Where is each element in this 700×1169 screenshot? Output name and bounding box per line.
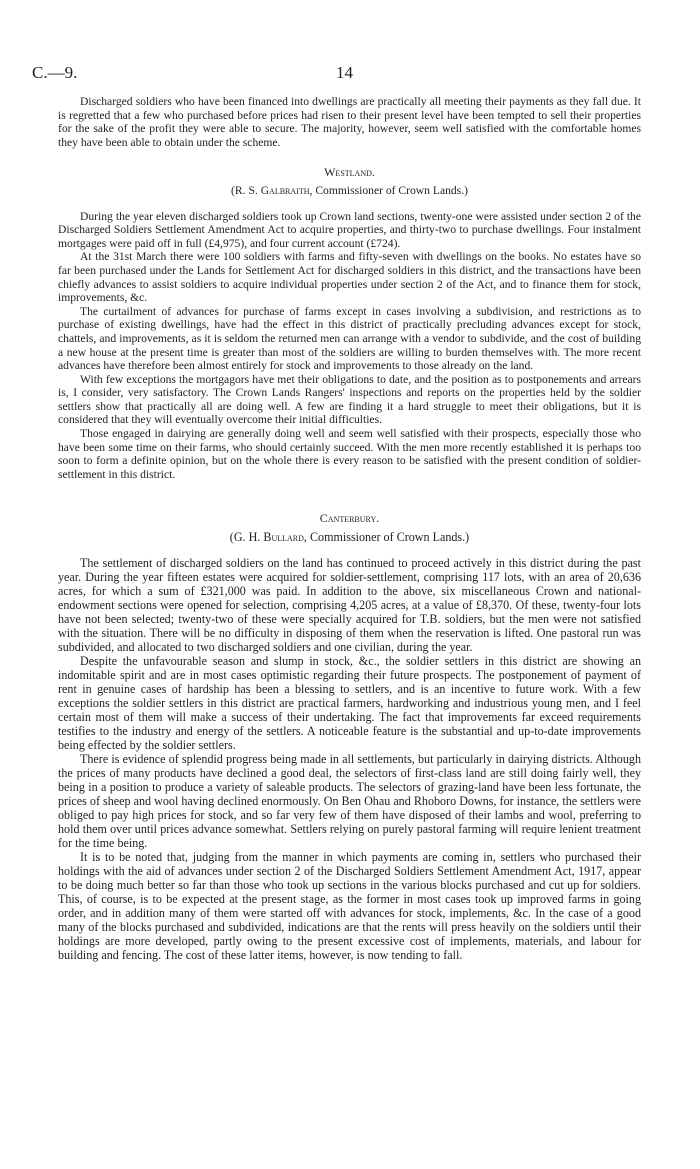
canterbury-paragraph: There is evidence of splendid progress being made in all settlements, but particularly in dairying districts. Although the prices of many products have declined a good deal, the selectors of first-class land are still doing fairly well, they being in a position to produce a variety of saleable products. The selectors of grazing-land have been less fortunate, the prices of sheep and wool having declined enormously. On Ben Ohau and Rhoboro Downs, for instance, the settlers were obliged to pay high prices for stock, and so far very few of them have disposed of their lambs and wool, preferring to hold them over until prices advance somewhat. Settlers relying on purely pastoral farming will require lenient treatment for the time being.: [58, 752, 641, 851]
canterbury-paragraph: Despite the unfavourable season and slump in stock, &c., the soldier settlers in this district are showing an indomitable spirit and are in most cases optimistic regarding their future prospects. The postponement of payment of rent in genuine cases of hardship has been a blessing to settlers, and is an incentive to future work. With a few exceptions the soldier settlers in this district are practical farmers, hardworking and industrious young men, and I feel certain most of them will make a success of their undertaking. The fact that improvements far exceed requirements testifies to the industry and energy of the settlers. A noticeable feature is the substantial and up-to-date improvements being effected by the soldier settlers.: [58, 654, 641, 753]
canterbury-officer-open: (G. H.: [229, 530, 264, 545]
document-reference: C.—9.: [32, 63, 78, 82]
westland-officer-name: Galbraith: [260, 183, 310, 197]
canterbury-officer-close: , Commissioner of Crown Lands.): [303, 530, 470, 545]
westland-paragraph: At the 31st March there were 100 soldiers with farms and fifty-seven with dwellings on the books. No estates have so far been purchased under the Lands for Settlement Act for discharged soldiers in this district, and the transactions have been chiefly advances to assist soldiers to acquire individual properties under section 2 of the Act, and to finance them for stock, improvements, &c.: [58, 250, 641, 305]
westland-officer-close: , Commissioner of Crown Lands.): [309, 183, 468, 197]
westland-paragraph: With few exceptions the mortgagors have met their obligations to date, and the position as to postponements and arrears is, I consider, very satisfactory. The Crown Lands Rangers' inspections and reports on the properties held by the soldier settlers show that practically all are doing well. A few are finding it a hard struggle to meet their obligations, but it is considered that they will eventually overcome their initial difficulties.: [58, 372, 641, 427]
document-body: [58, 95, 641, 962]
westland-officer-open: (R. S.: [231, 183, 261, 197]
westland-paragraph: During the year eleven discharged soldiers took up Crown land sections, twenty-one were assisted under section 2 of the Discharged Soldiers Settlement Amendment Act to acquire properties, and thirty-two to purchase dwellings. Four instalment mortgages were paid off in full (£4,975), and four current account (£724).: [58, 209, 641, 250]
canterbury-paragraph: It is to be noted that, judging from the manner in which payments are coming in, settlers who purchased their holdings with the aid of advances under section 2 of the Discharged Soldiers Settlement Amendment Act, 1917, appear to be doing much better so far than those who took up sections in the various blocks purchased and cut up for soldiers. This, of course, is to be expected at the present stage, as the former in most cases took up improved farms in going order, and in addition many of them were started off with advances for stock, implements, &c. In the case of a good many of the blocks purchased and subdivided, indications are that the rents will press heavily on the soldiers until their holdings are more developed, partly owing to the present excessive cost of implements, materials, and labour for building and fencing. The cost of these latter items, however, is now tending to fall.: [58, 850, 641, 963]
westland-heading: Westland.: [324, 165, 375, 180]
westland-paragraph: The curtailment of advances for purchase of farms except in cases involving a subdivision, and restrictions as to purchase of existing dwellings, have had the effect in this district of practically precluding advances except for stock, chattels, and improvements, as it is seldom the returned men can arrange with a vendor to subdivide, and the cost of building a new house at the present time is greater than most of the soldiers are willing to burden themselves with. The more recent advances have therefore been almost entirely for stock and improvements to those already on the land.: [58, 304, 641, 373]
westland-officer: [58, 184, 641, 198]
westland-paragraph: Those engaged in dairying are generally doing well and seem well satisfied with their prospects, especially those who have been some time on their farms, who should certainly succeed. With the men more recently established it is perhaps too soon to form a definite opinion, but on the whole there is every reason to be satisfied with the present condition of soldier-settlement in this district.: [58, 427, 641, 481]
canterbury-officer: [58, 530, 641, 544]
canterbury-officer-name: Bullard: [263, 530, 304, 545]
canterbury-paragraph: The settlement of discharged soldiers on the land has continued to proceed actively in this district during the past year. During the year fifteen estates were acquired for soldier-settlement, comprising 117 lots, with an area of 20,636 acres, for which a sum of £321,000 was paid. In addition to the above, six miscellaneous Crown and national-endowment sections were opened for selection, comprising 4,205 acres, at a value of £8,370. Of these, twenty-four lots have not been selected; twenty-two of these were specially acquired for T.B. soldiers, but the men were not satisfied with the situation. There will be no difficulty in disposing of them when the reservation is lifted. One pastoral run was subdivided, and allocated to two discharged soldiers and one civilian, during the year.: [58, 556, 641, 655]
intro-paragraph: Discharged soldiers who have been financed into dwellings are practically all meeting their payments as they fall due. It is regretted that a few who purchased before prices had risen to their present level have been tempted to sell their properties for the sake of the profit they were able to secure. The majority, however, seem well satisfied with the comfortable homes they have been able to obtain under the scheme.: [58, 95, 641, 149]
canterbury-heading: Canterbury.: [319, 511, 380, 526]
page-number: 14: [336, 63, 353, 82]
